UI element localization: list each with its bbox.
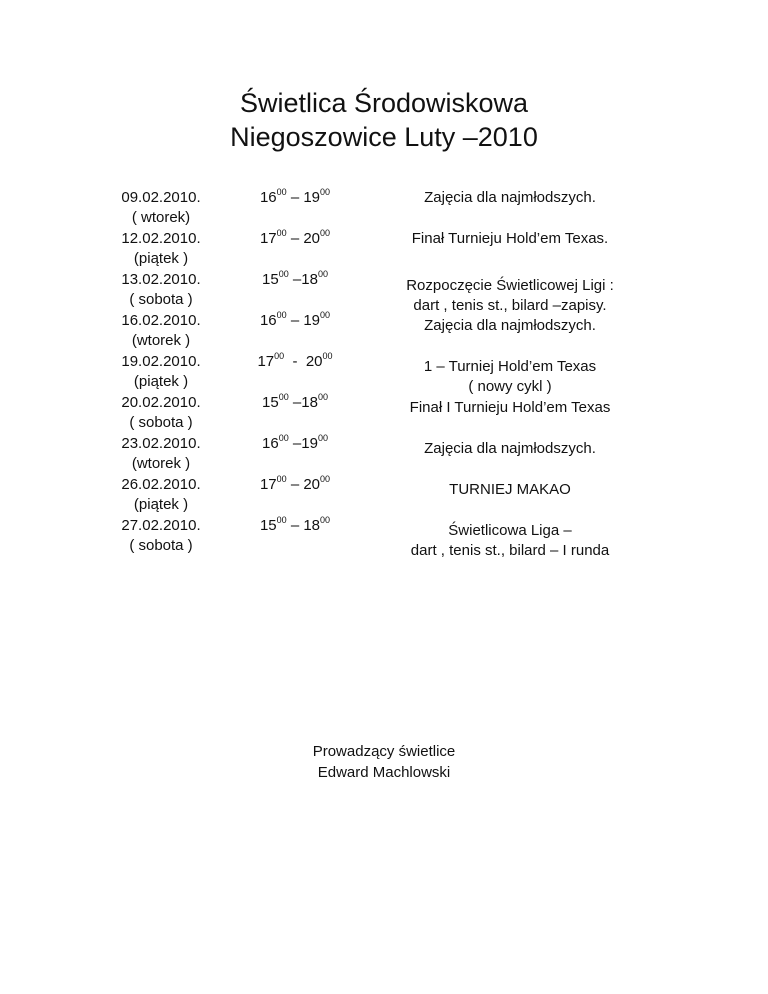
end-minute: 00 (320, 474, 331, 484)
end-hour: 19 (303, 312, 321, 329)
weekday-text: (wtorek ) (131, 332, 191, 349)
document-title: Świetlica Środowiskowa (239, 88, 529, 118)
date-text: 20.02.2010. (121, 394, 201, 411)
description-line: TURNIEJ MAKAO (449, 481, 571, 498)
date-text: 23.02.2010. (121, 435, 201, 452)
schedule-row (0, 434, 768, 474)
time-separator: – (286, 312, 304, 329)
weekday-text: (piątek ) (133, 250, 189, 267)
date-text: 16.02.2010. (121, 312, 201, 329)
start-minute: 00 (276, 228, 287, 238)
time-separator: – (288, 435, 302, 452)
schedule-date (90, 393, 232, 433)
schedule-date (90, 475, 232, 515)
start-minute: 00 (278, 392, 289, 402)
end-minute: 00 (317, 392, 328, 402)
schedule-time (240, 475, 350, 495)
end-hour: 20 (305, 353, 323, 370)
time-separator: – (288, 394, 302, 411)
start-hour: 15 (259, 517, 277, 534)
end-minute: 00 (320, 310, 331, 320)
start-minute: 00 (278, 433, 289, 443)
end-hour: 18 (301, 271, 318, 288)
schedule-time (240, 311, 350, 331)
time-separator: – (288, 271, 302, 288)
start-minute: 00 (276, 474, 287, 484)
description-line: ( nowy cykl ) (468, 378, 552, 395)
schedule-time (240, 434, 350, 454)
schedule-row (0, 188, 768, 228)
schedule-date (90, 188, 232, 228)
schedule-description (360, 276, 660, 316)
start-hour: 17 (259, 476, 277, 493)
schedule-description (360, 521, 660, 561)
start-hour: 15 (262, 271, 279, 288)
schedule-description (360, 316, 660, 336)
schedule-description (360, 188, 660, 208)
start-hour: 17 (257, 353, 275, 370)
schedule-time (240, 516, 350, 536)
time-separator: – (286, 189, 304, 206)
description-line: Finał I Turnieju Hold’em Texas (409, 399, 611, 416)
schedule-row (0, 229, 768, 269)
schedule-description (360, 357, 660, 397)
description-line: dart , tenis st., bilard –zapisy. (413, 297, 607, 314)
start-hour: 16 (259, 312, 277, 329)
end-minute: 00 (317, 433, 328, 443)
description-line: dart , tenis st., bilard – I runda (410, 542, 610, 559)
date-text: 27.02.2010. (121, 517, 201, 534)
weekday-text: ( sobota ) (129, 291, 193, 308)
end-hour: 20 (303, 230, 321, 247)
signature-role: Prowadzący świetlice (312, 743, 456, 760)
schedule-date (90, 434, 232, 474)
weekday-text: ( sobota ) (129, 537, 193, 554)
weekday-text: (piątek ) (133, 496, 189, 513)
schedule-time (240, 270, 350, 290)
start-hour: 15 (262, 394, 279, 411)
description-line: Zajęcia dla najmłodszych. (424, 440, 596, 457)
start-minute: 00 (276, 515, 287, 525)
schedule-date (90, 311, 232, 351)
schedule-row (0, 475, 768, 515)
end-hour: 18 (301, 394, 318, 411)
weekday-text: (piątek ) (133, 373, 189, 390)
schedule-description (360, 398, 660, 418)
schedule-description (360, 229, 660, 249)
description-line: Zajęcia dla najmłodszych. (424, 189, 596, 206)
date-text: 13.02.2010. (121, 271, 201, 288)
start-hour: 17 (259, 230, 277, 247)
time-separator: - (284, 353, 306, 370)
start-minute: 00 (276, 310, 287, 320)
date-text: 26.02.2010. (121, 476, 201, 493)
end-minute: 00 (320, 228, 331, 238)
weekday-text: (wtorek ) (131, 455, 191, 472)
schedule-time (240, 352, 350, 372)
end-hour: 19 (301, 435, 318, 452)
schedule-description (360, 480, 660, 500)
start-hour: 16 (259, 189, 277, 206)
signature-name: Edward Machlowski (317, 764, 451, 781)
schedule-time (240, 229, 350, 249)
description-line: Świetlicowa Liga – (448, 522, 572, 539)
end-minute: 00 (320, 515, 331, 525)
schedule-date (90, 352, 232, 392)
start-minute: 00 (276, 187, 287, 197)
schedule-description (360, 439, 660, 459)
end-minute: 00 (317, 269, 328, 279)
description-line: 1 – Turniej Hold’em Texas (423, 358, 597, 375)
start-hour: 16 (262, 435, 279, 452)
schedule-row (0, 269, 768, 314)
start-minute: 00 (278, 269, 289, 279)
date-text: 09.02.2010. (121, 189, 201, 206)
weekday-text: ( wtorek) (131, 209, 191, 226)
schedule-date (90, 270, 232, 310)
document-subtitle: Niegoszowice Luty –2010 (230, 122, 538, 152)
schedule-row (0, 351, 768, 395)
description-line: Finał Turnieju Hold’em Texas. (411, 230, 609, 247)
end-minute: 00 (320, 187, 331, 197)
schedule-row (0, 515, 768, 559)
end-hour: 19 (303, 189, 321, 206)
time-separator: – (286, 230, 304, 247)
schedule-row (0, 311, 768, 351)
end-minute: 00 (322, 351, 333, 361)
end-hour: 20 (303, 476, 321, 493)
start-minute: 00 (274, 351, 285, 361)
schedule-time (240, 188, 350, 208)
schedule-time (240, 393, 350, 413)
schedule-date (90, 229, 232, 269)
end-hour: 18 (303, 517, 321, 534)
date-text: 19.02.2010. (121, 353, 201, 370)
description-line: Zajęcia dla najmłodszych. (424, 317, 596, 334)
schedule-row (0, 393, 768, 433)
weekday-text: ( sobota ) (129, 414, 193, 431)
date-text: 12.02.2010. (121, 230, 201, 247)
time-separator: – (286, 517, 304, 534)
schedule-date (90, 516, 232, 556)
description-line: Rozpoczęcie Świetlicowej Ligi : (406, 277, 614, 294)
time-separator: – (286, 476, 304, 493)
